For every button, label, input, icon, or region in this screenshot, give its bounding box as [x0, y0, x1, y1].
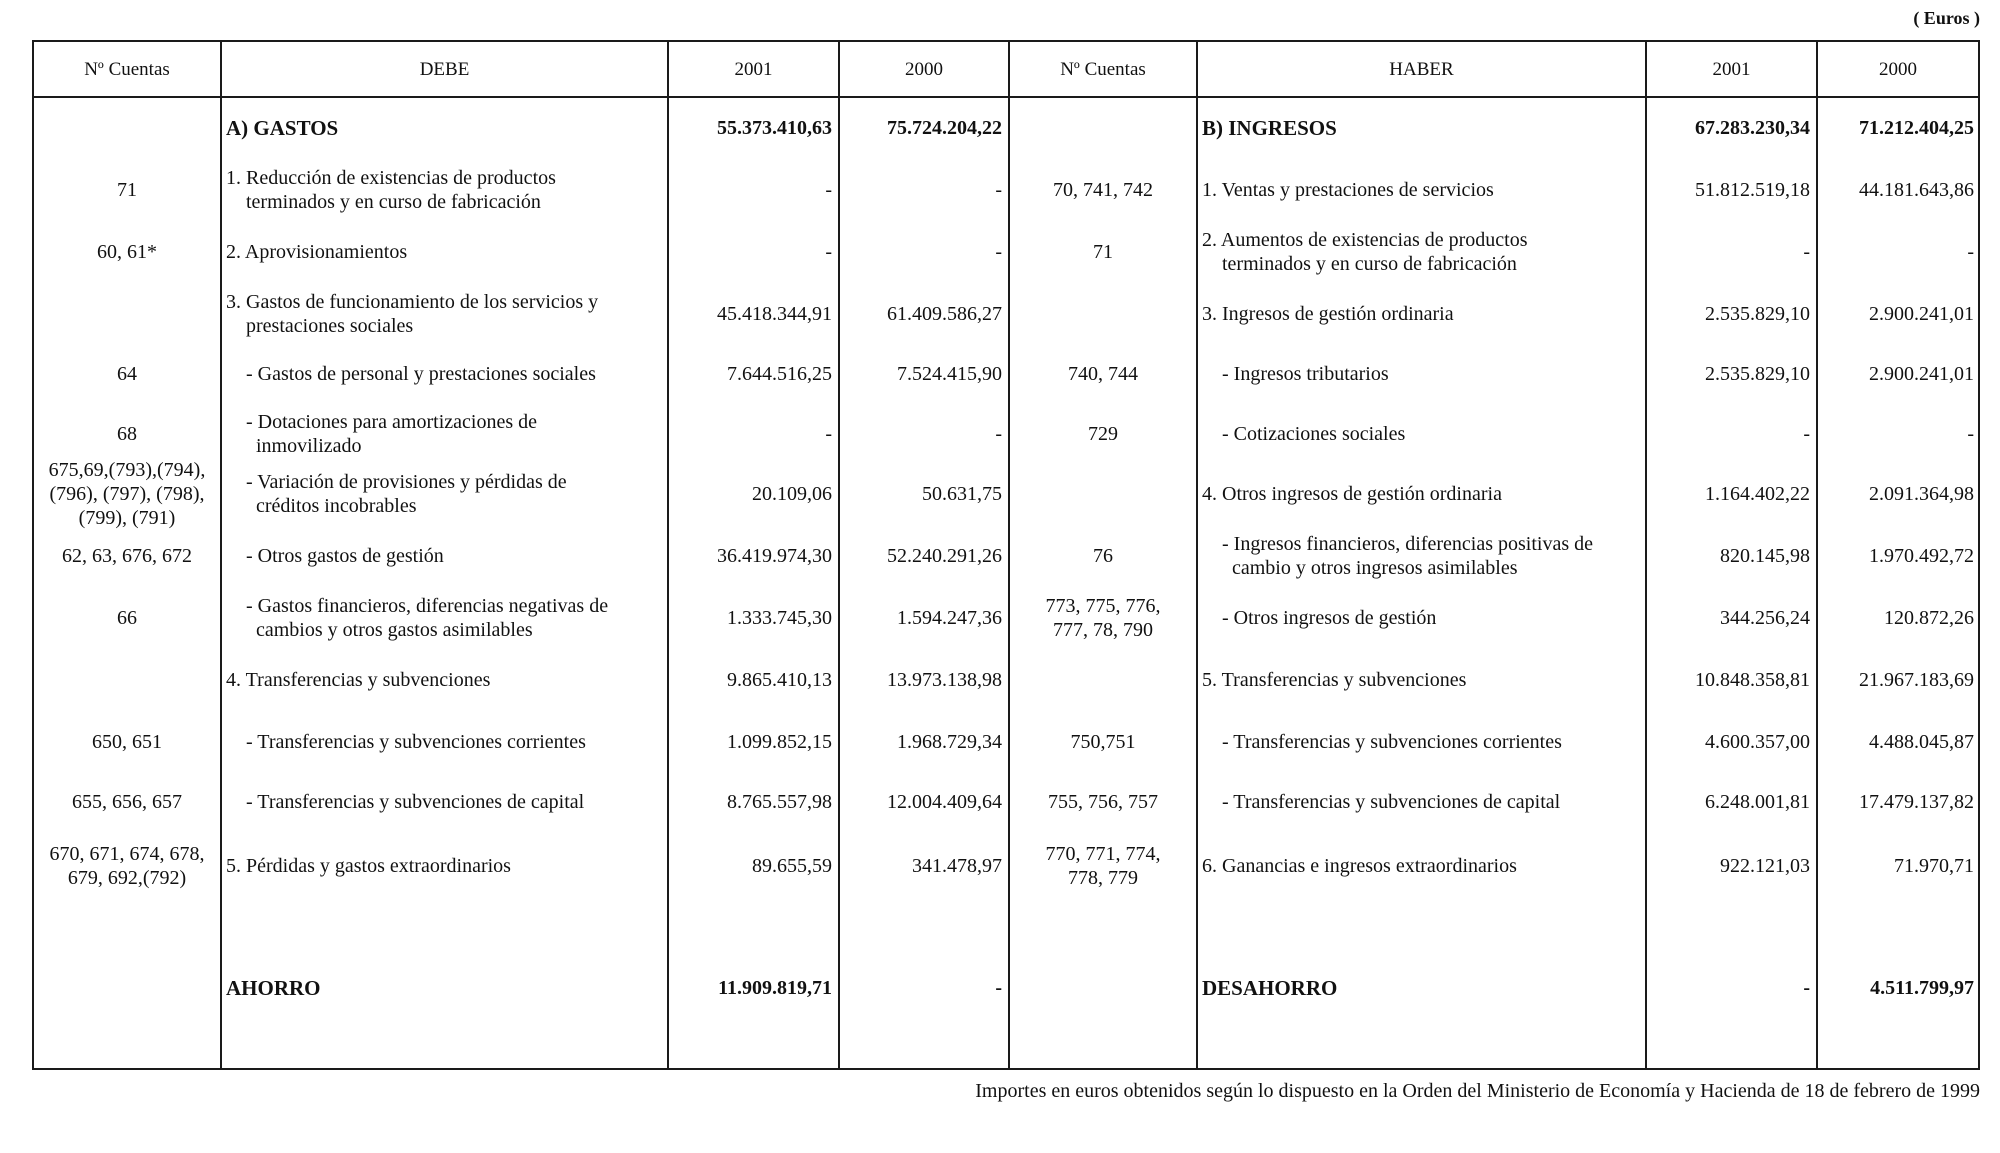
haber-2001: 820.145,98 [1720, 545, 1810, 567]
haber-2000: 17.479.137,82 [1859, 791, 1974, 813]
debe-2000: - [995, 179, 1002, 201]
column-divider [220, 40, 222, 1070]
haber-2000: 71.970,71 [1894, 855, 1974, 877]
debe-concept: - Gastos de personal y prestaciones sociales [226, 363, 596, 385]
haber-2000: 120.872,26 [1884, 607, 1974, 629]
debe-concept: - Transferencias y subvenciones de capital [226, 791, 585, 813]
debe-concept: 3. Gastos de funcionamiento de los servicios y prestaciones sociales [226, 291, 599, 337]
haber-concept: - Transferencias y subvenciones corrientes [1202, 731, 1562, 753]
haber-concept: - Ingresos tributarios [1202, 363, 1389, 385]
debe-2001: 45.418.344,91 [717, 303, 832, 325]
footnote: Importes en euros obtenidos según lo dispuesto en la Orden del Ministerio de Economía y Hacienda de 18 de febrero de 1999 [975, 1080, 1980, 1102]
column-divider [1196, 40, 1198, 1070]
account-left: 650, 651 [92, 731, 162, 753]
haber-concept: - Ingresos financieros, diferencias positivas de cambio y otros ingresos asimilables [1222, 533, 1593, 579]
haber-2001: 1.164.402,22 [1705, 483, 1810, 505]
account-right: 729 [1088, 423, 1118, 445]
haber-2000: 2.091.364,98 [1869, 483, 1974, 505]
header-2000-right: 2000 [1879, 59, 1917, 80]
haber-concept: 6. Ganancias e ingresos extraordinarios [1202, 855, 1517, 877]
haber-concept: 1. Ventas y prestaciones de servicios [1202, 179, 1494, 201]
debe-2000: - [995, 423, 1002, 445]
debe-concept: 1. Reducción de existencias de productos terminados y en curso de fabricación [226, 167, 556, 213]
haber-concept: - Cotizaciones sociales [1202, 423, 1406, 445]
debe-2000: 1.968.729,34 [897, 731, 1002, 753]
debe-concept: 2. Aprovisionamientos [226, 241, 408, 263]
haber-2001: 67.283.230,34 [1695, 117, 1810, 139]
header-2000-left: 2000 [905, 59, 943, 80]
account-left: 68 [117, 423, 137, 445]
haber-2000: - [1967, 241, 1974, 263]
haber-2000: 1.970.492,72 [1869, 545, 1974, 567]
debe-2000: - [995, 977, 1002, 999]
haber-2000: - [1967, 423, 1974, 445]
haber-2001: 51.812.519,18 [1695, 179, 1810, 201]
header-2001-right: 2001 [1712, 59, 1751, 80]
haber-2001: 10.848.358,81 [1695, 669, 1810, 691]
debe-2000: 50.631,75 [922, 483, 1002, 505]
haber-2000: 4.488.045,87 [1869, 731, 1974, 753]
haber-concept: DESAHORRO [1202, 976, 1338, 1000]
debe-concept: AHORRO [226, 976, 321, 1000]
debe-2001: 55.373.410,63 [717, 117, 832, 139]
debe-concept: - Gastos financieros, diferencias negativas de cambios y otros gastos asimilables [246, 595, 609, 641]
haber-2001: 2.535.829,10 [1705, 303, 1810, 325]
debe-2001: 1.099.852,15 [727, 731, 832, 753]
haber-2001: 2.535.829,10 [1705, 363, 1810, 385]
account-right: 773, 775, 776, 777, 78, 790 [1045, 595, 1161, 641]
debe-concept: - Variación de provisiones y pérdidas de créditos incobrables [246, 471, 567, 517]
unit-label: ( Euros ) [1913, 8, 1980, 28]
debe-2000: 1.594.247,36 [897, 607, 1002, 629]
debe-2000: 61.409.586,27 [887, 303, 1002, 325]
haber-concept: B) INGRESOS [1202, 116, 1337, 140]
haber-2001: - [1803, 241, 1810, 263]
header-2001-left: 2001 [734, 59, 773, 80]
haber-2000: 44.181.643,86 [1859, 179, 1974, 201]
haber-concept: 4. Otros ingresos de gestión ordinaria [1202, 483, 1502, 505]
account-left: 71 [117, 179, 137, 201]
header-divider [32, 96, 1980, 98]
haber-2000: 2.900.241,01 [1869, 303, 1974, 325]
debe-2000: - [995, 241, 1002, 263]
debe-concept: A) GASTOS [226, 116, 339, 140]
header-debe: DEBE [419, 59, 470, 80]
account-left: 60, 61* [97, 241, 157, 263]
debe-concept: - Dotaciones para amortizaciones de inmovilizado [246, 411, 537, 457]
haber-2000: 71.212.404,25 [1859, 117, 1974, 139]
account-right: 71 [1093, 241, 1113, 263]
account-left: 655, 656, 657 [72, 791, 182, 813]
debe-2000: 12.004.409,64 [887, 791, 1002, 813]
debe-2001: 9.865.410,13 [727, 669, 832, 691]
haber-concept: - Transferencias y subvenciones de capital [1202, 791, 1561, 813]
debe-2001: 20.109,06 [752, 483, 832, 505]
haber-2001: - [1803, 423, 1810, 445]
debe-2001: 1.333.745,30 [727, 607, 832, 629]
haber-2001: - [1803, 977, 1810, 999]
debe-2001: 7.644.516,25 [727, 363, 832, 385]
account-left: 66 [117, 607, 137, 629]
haber-2000: 21.967.183,69 [1859, 669, 1974, 691]
haber-2001: 6.248.001,81 [1705, 791, 1810, 813]
haber-2001: 4.600.357,00 [1705, 731, 1810, 753]
debe-2001: 11.909.819,71 [718, 977, 832, 999]
haber-2001: 922.121,03 [1720, 855, 1810, 877]
debe-concept: 4. Transferencias y subvenciones [226, 669, 491, 691]
account-right: 750,751 [1070, 731, 1136, 753]
debe-concept: - Transferencias y subvenciones corrientes [226, 731, 586, 753]
header-cuentas-right: Nº Cuentas [1060, 59, 1146, 80]
haber-concept: - Otros ingresos de gestión [1202, 607, 1437, 629]
debe-2001: - [825, 241, 832, 263]
debe-2000: 13.973.138,98 [887, 669, 1002, 691]
account-left: 675,69,(793),(794), (796), (797), (798), (799), (791) [48, 459, 206, 529]
account-right: 70, 741, 742 [1053, 179, 1153, 201]
account-left: 64 [117, 363, 137, 385]
account-right: 76 [1093, 545, 1113, 567]
debe-2000: 341.478,97 [912, 855, 1002, 877]
haber-2000: 4.511.799,97 [1870, 977, 1974, 999]
debe-2001: - [825, 423, 832, 445]
header-cuentas-left: Nº Cuentas [84, 59, 170, 80]
haber-concept: 3. Ingresos de gestión ordinaria [1202, 303, 1454, 325]
header-haber: HABER [1389, 59, 1454, 80]
account-left: 62, 63, 676, 672 [62, 545, 192, 567]
debe-2001: 89.655,59 [752, 855, 832, 877]
debe-concept: - Otros gastos de gestión [226, 545, 444, 567]
haber-concept: 2. Aumentos de existencias de productos terminados y en curso de fabricación [1202, 229, 1528, 275]
debe-concept: 5. Pérdidas y gastos extraordinarios [226, 855, 511, 877]
account-left: 670, 671, 674, 678, 679, 692,(792) [49, 843, 205, 889]
debe-2001: - [825, 179, 832, 201]
account-right: 755, 756, 757 [1048, 791, 1158, 813]
debe-2000: 7.524.415,90 [897, 363, 1002, 385]
account-right: 770, 771, 774, 778, 779 [1045, 843, 1161, 889]
haber-2000: 2.900.241,01 [1869, 363, 1974, 385]
account-right: 740, 744 [1068, 363, 1138, 385]
haber-2001: 344.256,24 [1720, 607, 1810, 629]
debe-2001: 8.765.557,98 [727, 791, 832, 813]
debe-2001: 36.419.974,30 [717, 545, 832, 567]
debe-2000: 52.240.291,26 [887, 545, 1002, 567]
debe-2000: 75.724.204,22 [887, 117, 1002, 139]
haber-concept: 5. Transferencias y subvenciones [1202, 669, 1467, 691]
